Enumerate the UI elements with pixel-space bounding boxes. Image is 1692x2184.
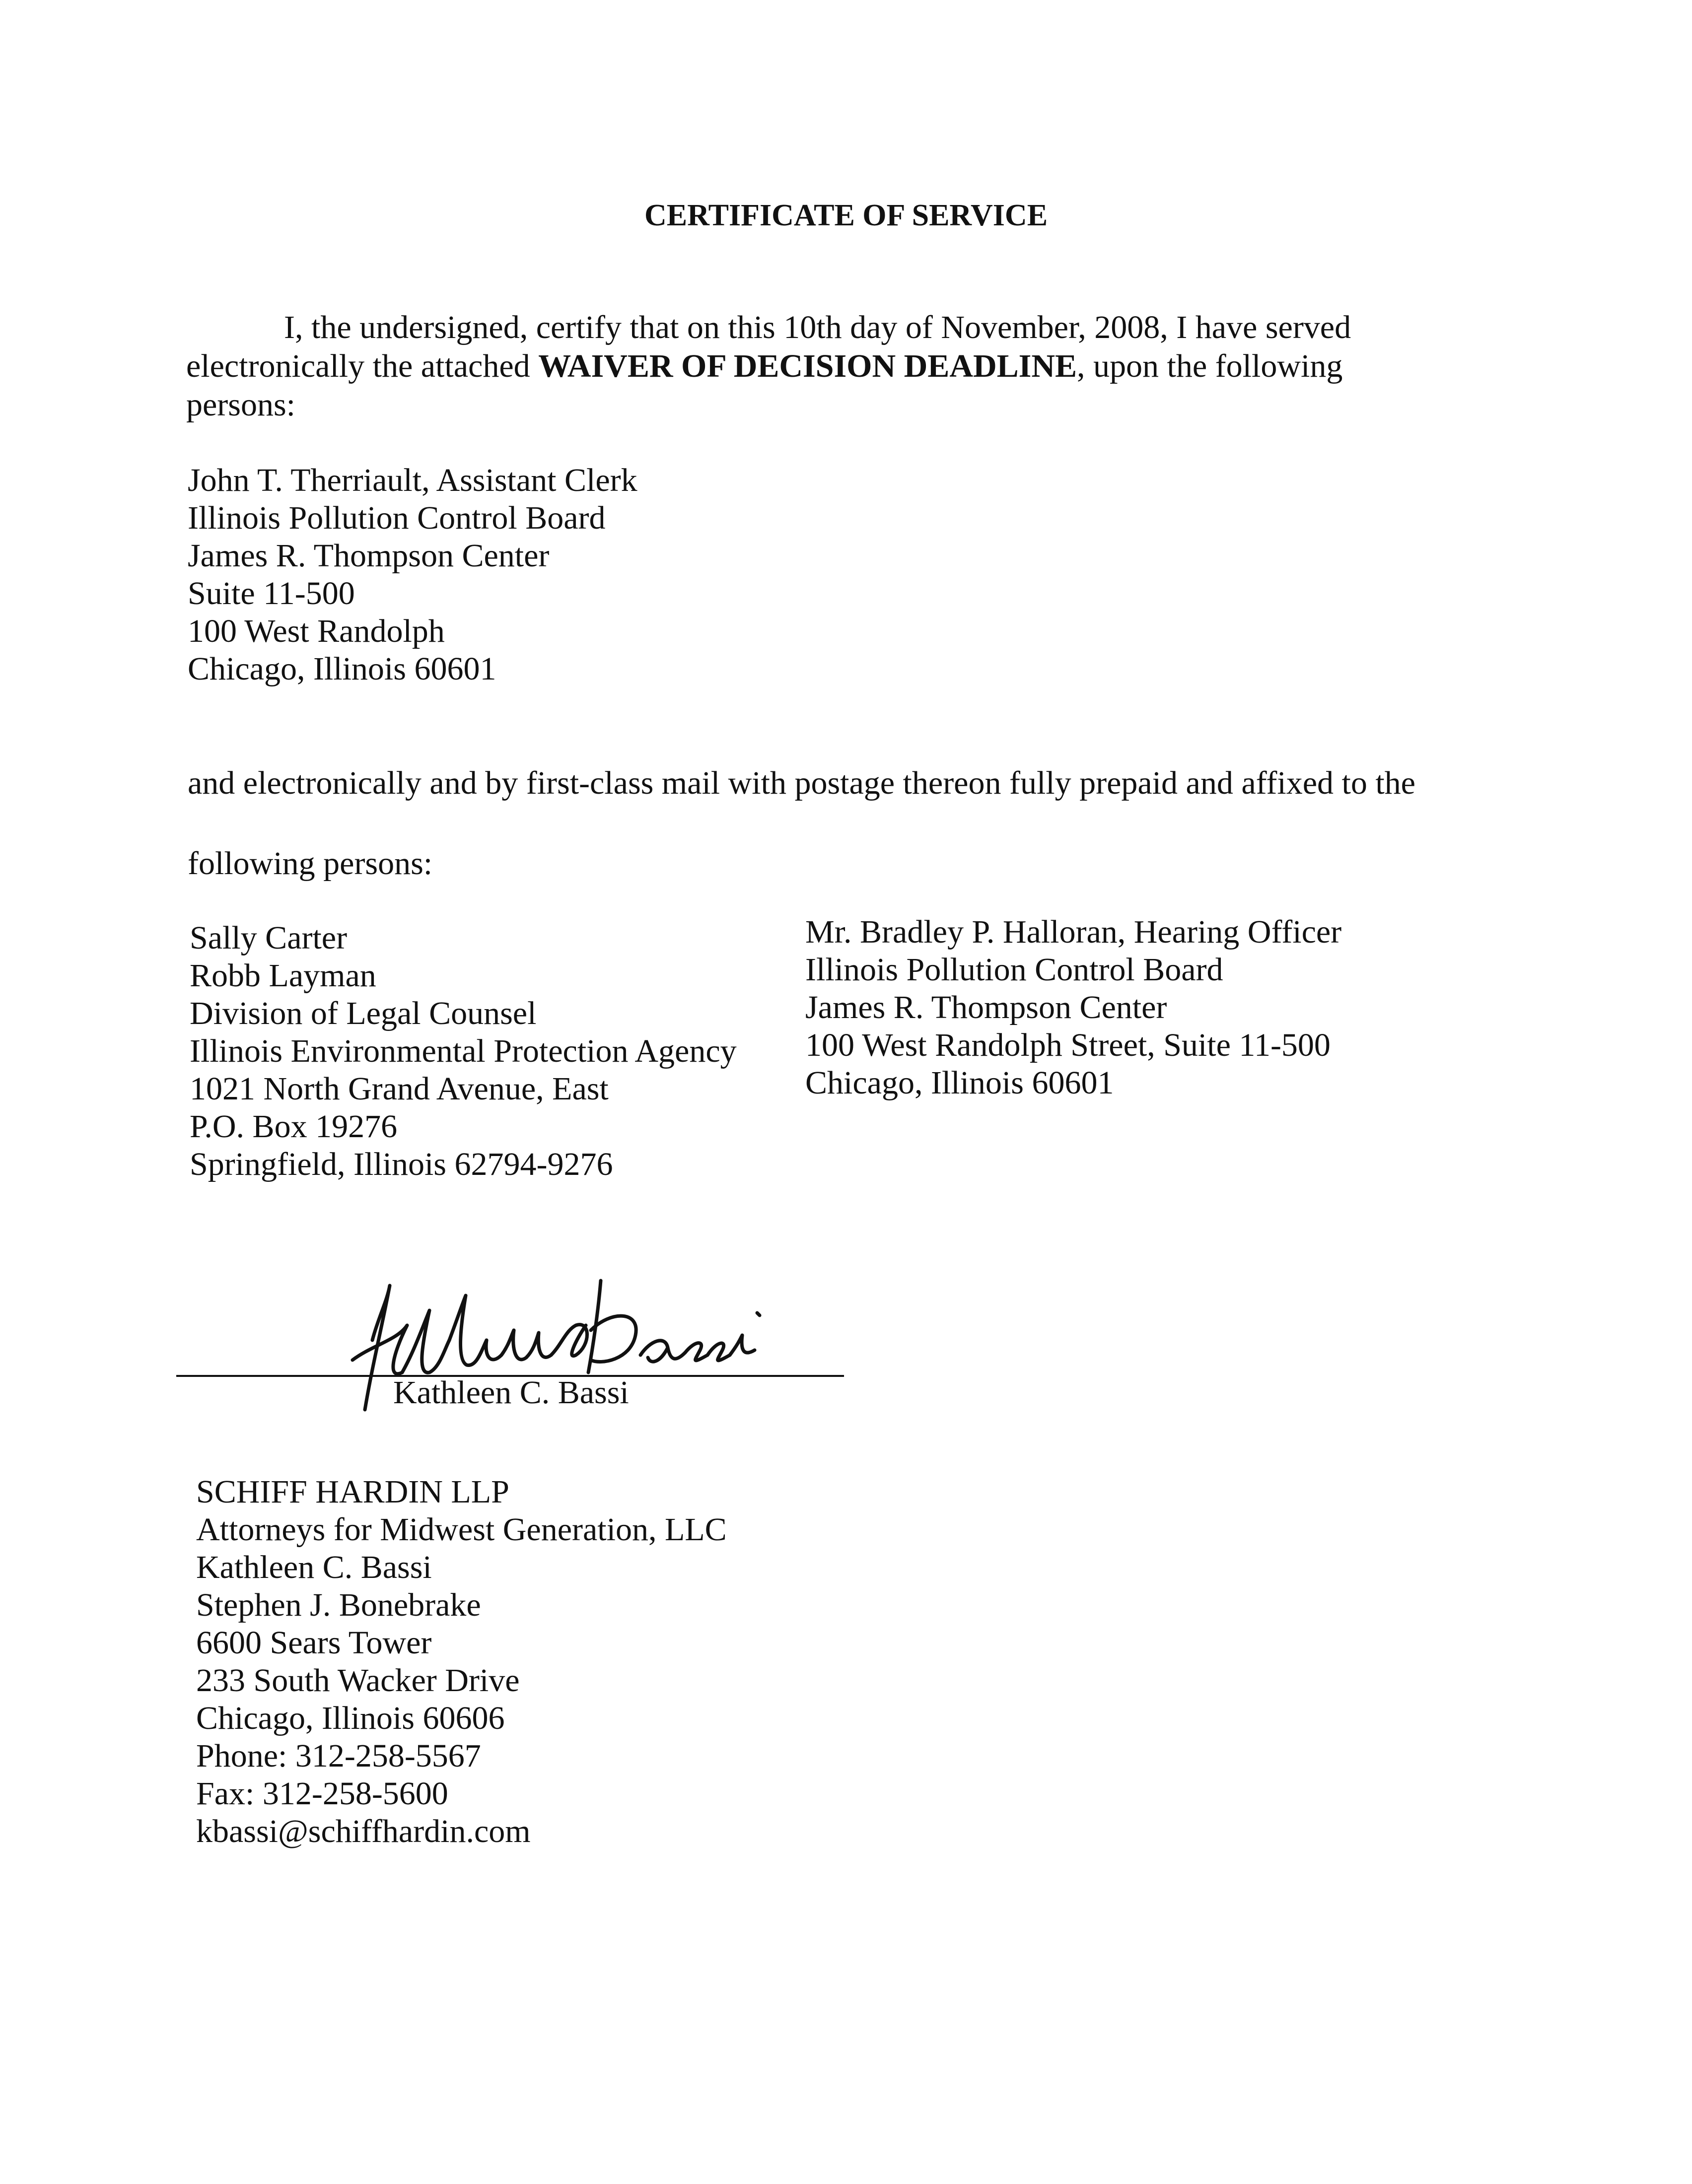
address-line: John T. Therriault, Assistant Clerk [188,462,637,498]
firm-line: Kathleen C. Bassi [196,1549,432,1585]
intro-line-3: persons: [186,387,295,423]
firm-line: Stephen J. Bonebrake [196,1587,481,1623]
address-line: James R. Thompson Center [188,538,550,574]
firm-line: kbassi@schiffhardin.com [196,1813,531,1849]
address-line: Illinois Pollution Control Board [188,500,606,536]
address-line: Chicago, Illinois 60601 [805,1065,1114,1101]
firm-line: Fax: 312-258-5600 [196,1775,448,1812]
firm-line: 6600 Sears Tower [196,1625,432,1661]
address-line: Sally Carter [190,920,348,956]
address-line: 1021 North Grand Avenue, East [190,1071,609,1107]
address-line: 100 West Randolph [188,613,445,649]
address-line: James R. Thompson Center [805,989,1167,1025]
address-line: P.O. Box 19276 [190,1108,398,1145]
intro-line-1: I, the undersigned, certify that on this 10th day of November, 2008, I have served [284,309,1351,345]
address-line: Robb Layman [190,957,376,994]
recipient-primary-address [188,462,637,688]
recipient-left-address [190,919,737,1183]
firm-line: SCHIFF HARDIN LLP [196,1474,509,1510]
firm-line: Chicago, Illinois 60606 [196,1700,505,1736]
recipient-right-address [805,913,1341,1102]
mail-clause: and electronically and by first-class mail with postage thereon fully prepaid and affixed to the [188,765,1415,801]
intro-line-2-pre: electronically the attached [186,348,539,384]
intro-line-2 [186,347,1342,385]
firm-contact-block [196,1473,727,1850]
address-line: Suite 11-500 [188,575,355,612]
address-line: Illinois Pollution Control Board [805,952,1223,988]
intro-line-2-post: , upon the following [1077,348,1343,384]
address-line: Springfield, Illinois 62794-9276 [190,1146,613,1182]
document-name-bold: WAIVER OF DECISION DEADLINE [538,348,1077,384]
address-line: Mr. Bradley P. Halloran, Hearing Officer [805,914,1342,950]
address-line: Division of Legal Counsel [190,995,537,1031]
signer-printed-name: Kathleen C. Bassi [393,1374,629,1411]
firm-line: 233 South Wacker Drive [196,1662,520,1699]
address-line: Chicago, Illinois 60601 [188,651,496,687]
mail-clause-2: following persons: [188,845,433,882]
firm-line: Phone: 312-258-5567 [196,1738,481,1774]
address-line: Illinois Environmental Protection Agency [190,1033,737,1069]
certificate-title: CERTIFICATE OF SERVICE [644,199,1048,232]
firm-line: Attorneys for Midwest Generation, LLC [196,1511,727,1548]
address-line: 100 West Randolph Street, Suite 11-500 [805,1027,1331,1063]
